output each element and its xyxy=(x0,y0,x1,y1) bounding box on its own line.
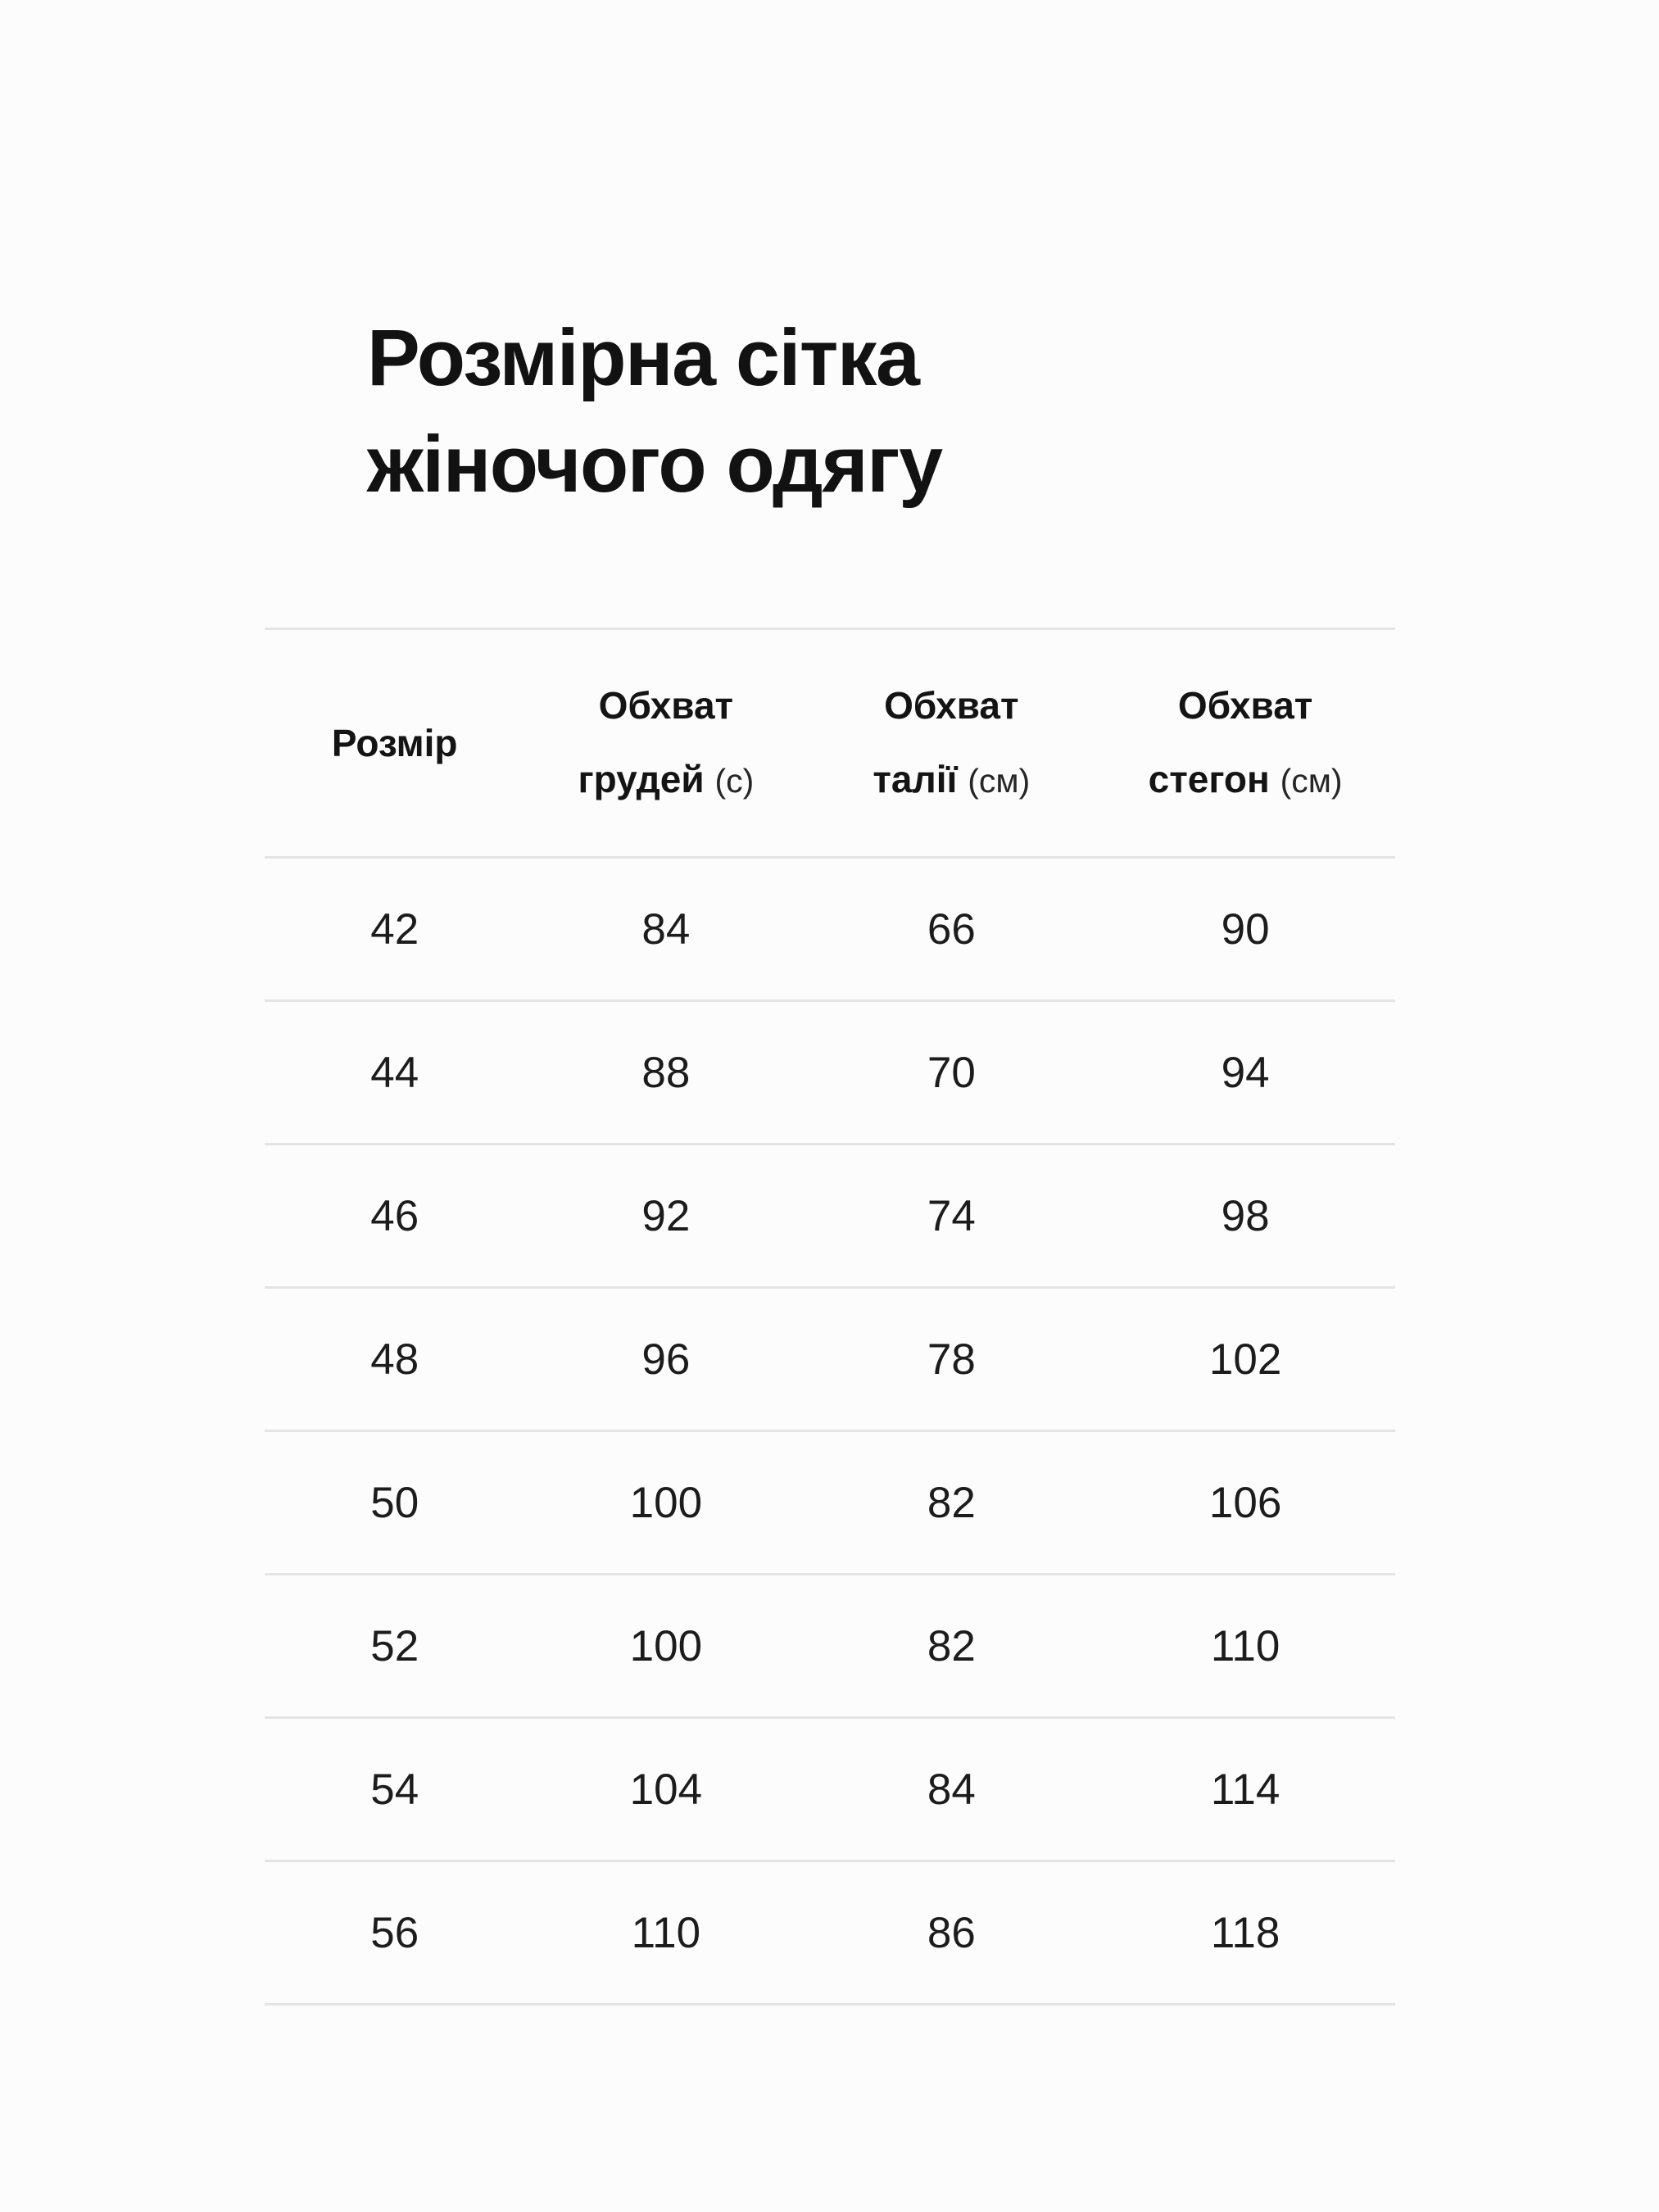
cell-waist: 70 xyxy=(807,1001,1095,1145)
header-waist-line1: Обхват xyxy=(884,684,1019,727)
cell-hips: 114 xyxy=(1095,1718,1395,1861)
cell-waist: 78 xyxy=(807,1288,1095,1431)
cell-waist: 66 xyxy=(807,858,1095,1001)
cell-size: 54 xyxy=(265,1718,524,1861)
cell-size: 44 xyxy=(265,1001,524,1145)
header-cell-waist xyxy=(807,629,1095,858)
header-waist-line2: талії (см) xyxy=(873,758,1031,800)
header-cell-size xyxy=(265,629,524,858)
table-header-row xyxy=(265,629,1395,858)
cell-hips: 118 xyxy=(1095,1861,1395,2005)
header-hips-line1: Обхват xyxy=(1177,684,1313,727)
cell-chest: 96 xyxy=(524,1288,807,1431)
cell-hips: 98 xyxy=(1095,1145,1395,1288)
header-chest-line2: грудей (с) xyxy=(578,758,755,800)
cell-waist: 84 xyxy=(807,1718,1095,1861)
cell-hips: 106 xyxy=(1095,1431,1395,1575)
cell-size: 42 xyxy=(265,858,524,1001)
cell-chest: 104 xyxy=(524,1718,807,1861)
size-table xyxy=(265,628,1395,2006)
cell-hips: 94 xyxy=(1095,1001,1395,1145)
header-cell-chest xyxy=(524,629,807,858)
header-cell-hips xyxy=(1095,629,1395,858)
cell-waist: 82 xyxy=(807,1575,1095,1718)
cell-chest: 110 xyxy=(524,1861,807,2005)
title-line-1: Розмірна сітка xyxy=(367,313,919,402)
page-title xyxy=(367,305,942,518)
table-row xyxy=(265,1718,1395,1861)
cell-hips: 90 xyxy=(1095,858,1395,1001)
table-row xyxy=(265,1575,1395,1718)
table-row xyxy=(265,1145,1395,1288)
table-row xyxy=(265,1288,1395,1431)
cell-chest: 100 xyxy=(524,1575,807,1718)
header-chest-line1: Обхват xyxy=(598,684,734,727)
header-hips-unit: (см) xyxy=(1280,762,1343,800)
table-row xyxy=(265,1431,1395,1575)
header-chest-unit: (с) xyxy=(714,762,755,800)
cell-size: 56 xyxy=(265,1861,524,2005)
cell-hips: 110 xyxy=(1095,1575,1395,1718)
title-line-2: жіночого одягу xyxy=(367,419,942,509)
header-size-label: Розмір xyxy=(331,722,458,764)
cell-size: 48 xyxy=(265,1288,524,1431)
cell-size: 46 xyxy=(265,1145,524,1288)
cell-chest: 92 xyxy=(524,1145,807,1288)
cell-waist: 82 xyxy=(807,1431,1095,1575)
cell-chest: 100 xyxy=(524,1431,807,1575)
cell-size: 52 xyxy=(265,1575,524,1718)
cell-chest: 84 xyxy=(524,858,807,1001)
cell-size: 50 xyxy=(265,1431,524,1575)
table-row xyxy=(265,1001,1395,1145)
cell-waist: 74 xyxy=(807,1145,1095,1288)
cell-chest: 88 xyxy=(524,1001,807,1145)
cell-waist: 86 xyxy=(807,1861,1095,2005)
table-row xyxy=(265,1861,1395,2005)
cell-hips: 102 xyxy=(1095,1288,1395,1431)
header-waist-unit: (см) xyxy=(968,762,1031,800)
table-row xyxy=(265,858,1395,1001)
header-hips-line2: стегон (см) xyxy=(1148,758,1343,800)
